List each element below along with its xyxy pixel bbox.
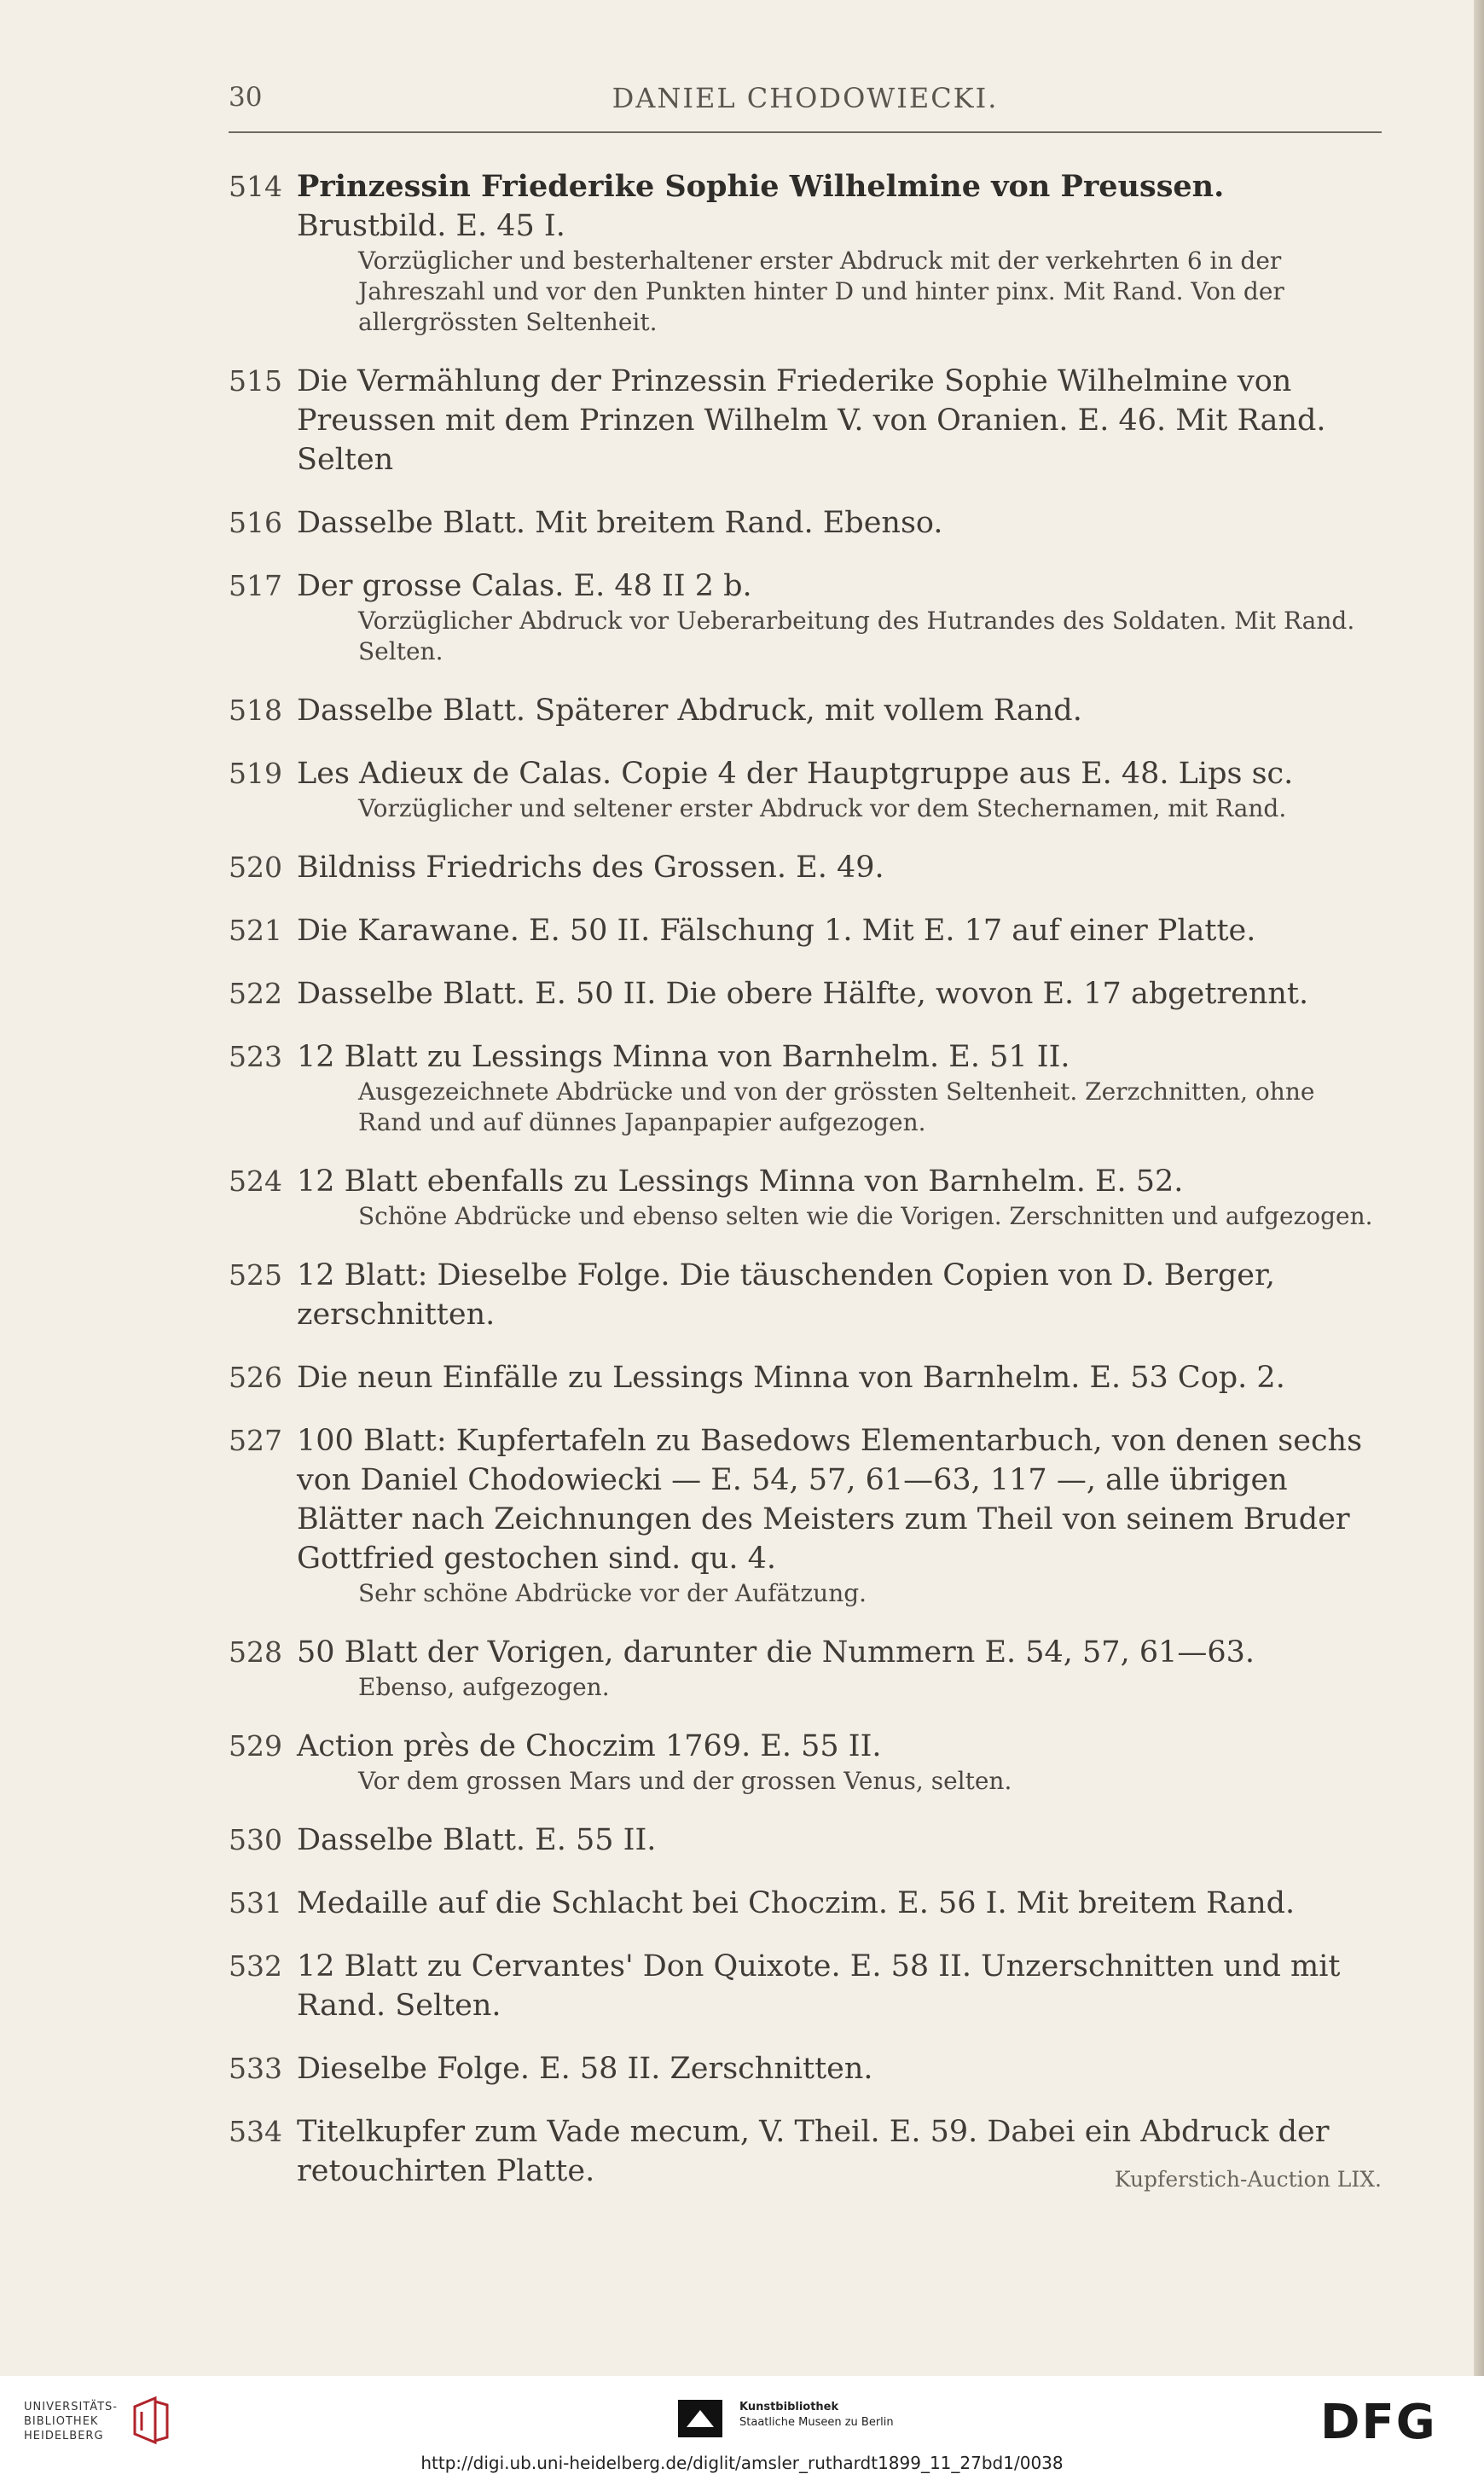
kunstbibliothek-icon xyxy=(678,2400,722,2437)
entry-text: 12 Blatt ebenfalls zu Lessings Minna von Barnhelm. E. 52. xyxy=(297,1164,1184,1199)
entry-text: 12 Blatt: Dieselbe Folge. Die täuschenden Copien von D. Berger, zerschnitten. xyxy=(297,1258,1275,1332)
entry-number: 525 xyxy=(229,1258,282,1292)
entry-note: Schöne Abdrücke und ebenso selten wie die Vorigen. Zerschnitten und aufgezogen. xyxy=(358,1202,1373,1230)
entry-number: 518 xyxy=(229,694,282,727)
entry-number: 515 xyxy=(229,364,282,398)
entry-number: 523 xyxy=(229,1040,282,1073)
entry-number: 516 xyxy=(229,506,282,539)
entry-number: 519 xyxy=(229,757,282,790)
entry-text: Bildniss Friedrichs des Grossen. E. 49. xyxy=(297,851,884,885)
university-line: BIBLIOTHEK xyxy=(24,2415,99,2428)
entry-text-rest: Brustbild. E. 45 I. xyxy=(297,209,565,243)
museen-name: Staatliche Museen zu Berlin xyxy=(739,2416,894,2429)
entry-note: Vorzüglicher und besterhaltener erster Abdruck mit der verkehrten 6 in der Jahreszahl und vor den Punkten hinter D und hinter pinx. Mit Rand. Von der allergrössten Seltenheit. xyxy=(358,247,1284,336)
dfg-logo[interactable]: DFG xyxy=(1320,2395,1437,2450)
entry-number: 524 xyxy=(229,1164,282,1198)
entry-number: 534 xyxy=(229,2115,282,2148)
catalogue-entry xyxy=(229,1727,1382,1797)
entry-text: Dasselbe Blatt. E. 50 II. Die obere Hälfte, wovon E. 17 abgetrennt. xyxy=(297,977,1309,1011)
entry-number: 514 xyxy=(229,170,282,203)
catalogue-entry xyxy=(229,566,1382,667)
entry-text: Medaille auf die Schlacht bei Choczim. E. 56 I. Mit breitem Rand. xyxy=(297,1886,1296,1920)
university-library-text xyxy=(24,2400,118,2443)
entry-text: 50 Blatt der Vorigen, darunter die Nummern E. 54, 57, 61—63. xyxy=(297,1635,1255,1670)
university-library-logo[interactable] xyxy=(24,2393,194,2461)
entry-number: 533 xyxy=(229,2052,282,2085)
catalogue-entry xyxy=(229,1358,1382,1397)
entry-text: 12 Blatt zu Lessings Minna von Barnhelm. E. 51 II. xyxy=(297,1040,1070,1074)
catalogue-entry xyxy=(229,1421,1382,1609)
entry-number: 522 xyxy=(229,977,282,1010)
catalogue-entry xyxy=(229,1947,1382,2025)
catalogue-entry xyxy=(229,691,1382,730)
entry-text: Dieselbe Folge. E. 58 II. Zerschnitten. xyxy=(297,2052,873,2086)
entry-number: 526 xyxy=(229,1361,282,1394)
entry-text: Die Vermählung der Prinzessin Friederike Sophie Wilhelmine von Preussen mit dem Prinzen Wilhelm V. von Oranien. E. 46. Mit Rand. Selten xyxy=(297,364,1326,477)
running-title: DANIEL CHODOWIECKI. xyxy=(612,82,999,114)
entry-number: 532 xyxy=(229,1949,282,1983)
entry-number: 529 xyxy=(229,1729,282,1763)
catalogue-entry xyxy=(229,1162,1382,1232)
catalogue-entries xyxy=(229,167,1382,2215)
catalogue-entry xyxy=(229,362,1382,479)
university-line: HEIDELBERG xyxy=(24,2430,104,2442)
page-header xyxy=(229,82,1382,133)
kunstbibliothek-text xyxy=(739,2400,894,2431)
catalogue-entry xyxy=(229,503,1382,543)
catalogue-entry xyxy=(229,911,1382,950)
page-number: 30 xyxy=(229,82,263,113)
entry-bold-title: Prinzessin Friederike Sophie Wilhelmine von Preussen. xyxy=(297,169,1225,204)
catalogue-entry xyxy=(229,2049,1382,2088)
entry-number: 528 xyxy=(229,1635,282,1669)
kunstbibliothek-logo[interactable] xyxy=(678,2395,900,2446)
entry-number: 517 xyxy=(229,569,282,602)
entry-text: Action près de Choczim 1769. E. 55 II. xyxy=(297,1729,882,1763)
entry-text: 12 Blatt zu Cervantes' Don Quixote. E. 58 II. Unzerschnitten und mit Rand. Selten. xyxy=(297,1949,1341,2023)
source-url-link[interactable]: http://digi.ub.uni-heidelberg.de/diglit/amsler_ruthardt1899_11_27bd1/0038 xyxy=(420,2453,1064,2473)
entry-number: 521 xyxy=(229,914,282,947)
entry-number: 530 xyxy=(229,1823,282,1856)
entry-text: Dasselbe Blatt. Späterer Abdruck, mit vollem Rand. xyxy=(297,694,1082,728)
page-edge xyxy=(1474,0,1484,2376)
entry-text: Dasselbe Blatt. E. 55 II. xyxy=(297,1823,657,1857)
entry-note: Vorzüglicher Abdruck vor Ueberarbeitung des Hutrandes des Soldaten. Mit Rand. Selten. xyxy=(358,607,1355,665)
entry-note: Sehr schöne Abdrücke vor der Aufätzung. xyxy=(358,1579,867,1607)
entry-note: Ausgezeichnete Abdrücke und von der grössten Seltenheit. Zerzchnitten, ohne Rand und auf dünnes Japanpapier aufgezogen. xyxy=(358,1077,1315,1136)
kunstbibliothek-name: Kunstbibliothek xyxy=(739,2401,839,2413)
catalogue-entry xyxy=(229,167,1382,338)
entry-text xyxy=(297,167,1382,246)
university-line: UNIVERSITÄTS- xyxy=(24,2401,118,2413)
entry-text: Der grosse Calas. E. 48 II 2 b. xyxy=(297,569,752,603)
entry-number: 527 xyxy=(229,1424,282,1457)
entry-number: 531 xyxy=(229,1886,282,1920)
entry-text: Les Adieux de Calas. Copie 4 der Hauptgruppe aus E. 48. Lips sc. xyxy=(297,757,1294,791)
catalogue-entry xyxy=(229,848,1382,887)
entry-note: Vorzüglicher und seltener erster Abdruck vor dem Stechernamen, mit Rand. xyxy=(358,794,1287,822)
entry-number: 520 xyxy=(229,851,282,884)
digitization-footer xyxy=(0,2376,1484,2480)
catalogue-entry xyxy=(229,1037,1382,1138)
entry-text: Die neun Einfälle zu Lessings Minna von Barnhelm. E. 53 Cop. 2. xyxy=(297,1361,1285,1395)
entry-text: Dasselbe Blatt. Mit breitem Rand. Ebenso. xyxy=(297,506,943,540)
entry-note: Ebenso, aufgezogen. xyxy=(358,1673,610,1701)
auction-footer-note: Kupferstich-Auction LIX. xyxy=(1114,2167,1382,2192)
university-crest-icon xyxy=(130,2393,172,2446)
catalogue-entry xyxy=(229,1256,1382,1334)
catalogue-entry xyxy=(229,974,1382,1013)
entry-text: 100 Blatt: Kupfertafeln zu Basedows Elementarbuch, von denen sechs von Daniel Chodowiecki — E. 54, 57, 61—63, 117 —, alle übrigen Blätter nach Zeichnungen des Meisters zum Theil von seinem Bruder Gottfried gestochen sind. qu. 4. xyxy=(297,1424,1363,1576)
catalogue-entry xyxy=(229,1633,1382,1703)
catalogue-entry xyxy=(229,754,1382,824)
catalogue-entry xyxy=(229,1821,1382,1860)
entry-text: Die Karawane. E. 50 II. Fälschung 1. Mit E. 17 auf einer Platte. xyxy=(297,914,1256,948)
entry-note: Vor dem grossen Mars und der grossen Venus, selten. xyxy=(358,1767,1012,1795)
catalogue-entry xyxy=(229,1884,1382,1923)
entry-text: Titelkupfer zum Vade mecum, V. Theil. E. 59. Dabei ein Abdruck der retouchirten Platte. xyxy=(297,2115,1330,2188)
